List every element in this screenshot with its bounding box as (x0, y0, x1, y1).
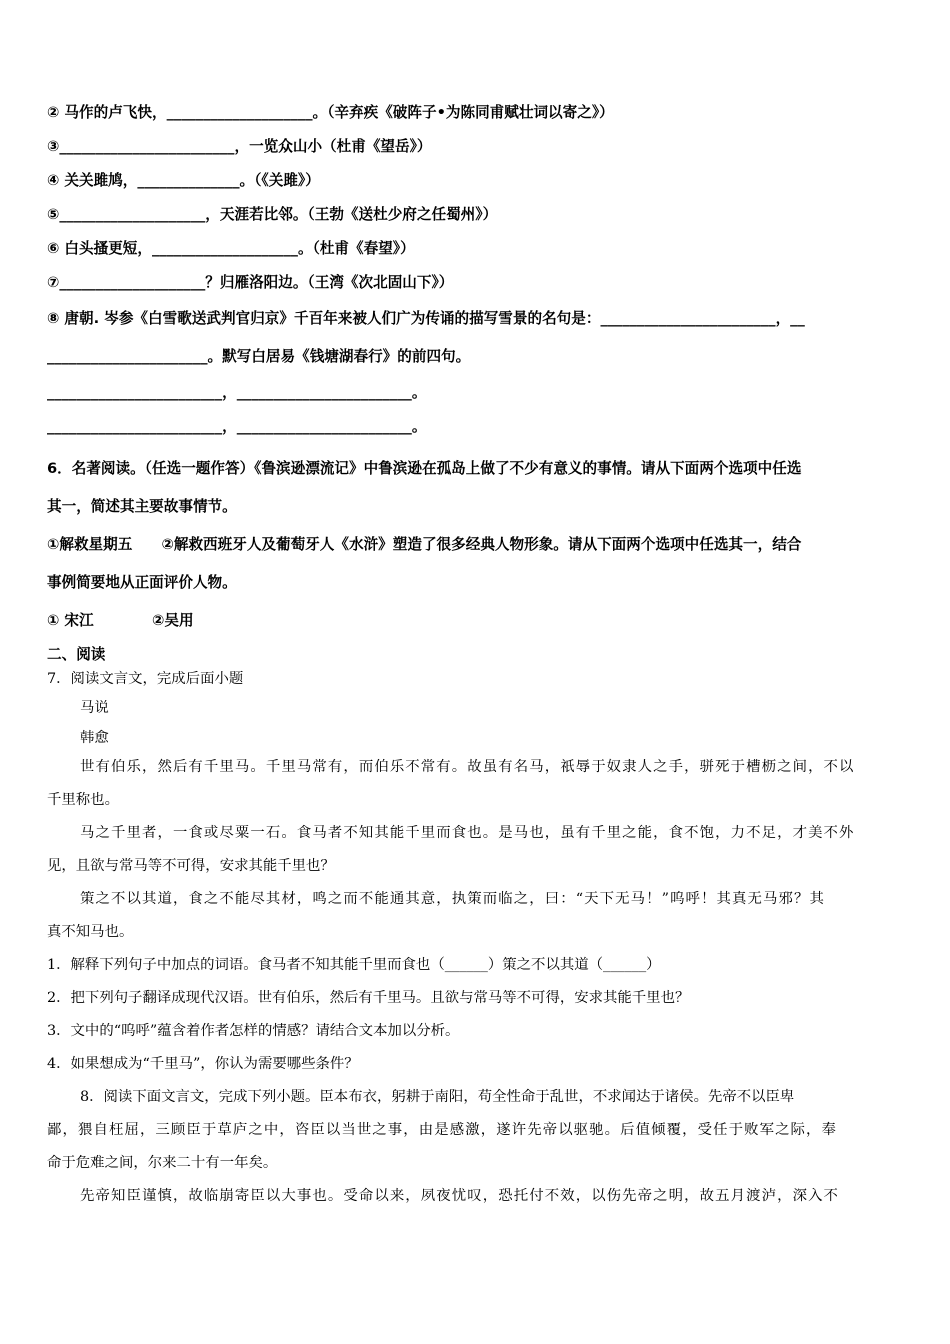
fill-in-line-2: ② 马作的卢飞快，____________________。（辛弃疾《破阵子•为陈同甫赋壮词以寄之》） (47, 104, 614, 121)
q6-line-2: 其一，简述其主要故事情节。 (47, 498, 237, 515)
q6-line-3: ①解救星期五 ②解救西班牙人及葡萄牙人《水浒》塑造了很多经典人物形象。请从下面两个选项中任选其一，结合 (47, 536, 802, 553)
passage-p2-line-2: 见，且欲与常马等不可得，安求其能千里也？ (47, 858, 335, 874)
q6-line-1: 6．名著阅读。（任选一题作答）《鲁滨逊漂流记》中鲁滨逊在孤岛上做了不少有意义的事情。请从下面两个选项中任选 (47, 460, 802, 477)
fill-in-line-6: ⑥ 白头搔更短，____________________。（杜甫《春望》） (47, 240, 415, 257)
fill-in-line-5: ⑤____________________，天涯若比邻。（王勃《送杜少府之任蜀州》） (47, 206, 498, 223)
fill-in-line-4: ④ 关关雎鸠，______________。（《关雎》） (47, 172, 320, 189)
q8-line-2: 鄙，猥自枉屈，三顾臣于草庐之中，咨臣以当世之事，由是感激，遂许先帝以驱驰。后值倾覆，受任于败军之际，奉 (47, 1122, 838, 1138)
q8-line-4: 先帝知臣谨慎，故临崩寄臣以大事也。受命以来，夙夜忧叹，恐托付不效，以伤先帝之明，故五月渡泸，深入不 (80, 1188, 840, 1204)
q8-line-1: 8．阅读下面文言文，完成下列小题。臣本布衣，躬耕于南阳，苟全性命于乱世，不求闻达于诸侯。先帝不以臣卑 (80, 1089, 795, 1105)
document-page (47, 96, 907, 1213)
q7-intro: 7．阅读文言文，完成后面小题 (47, 671, 244, 687)
passage-author: 韩愈 (80, 730, 109, 746)
section-heading-reading: 二、阅读 (47, 646, 106, 663)
passage-title: 马说 (80, 700, 109, 716)
q7-subquestion-3: 3．文中的“呜呼”蕴含着作者怎样的情感？请结合文本加以分析。 (47, 1023, 460, 1039)
q7-subquestion-4: 4．如果想成为“千里马”，你认为需要哪些条件？ (47, 1056, 359, 1072)
passage-p1-line-2: 千里称也。 (47, 792, 119, 808)
fill-in-line-8c: ________________________，________________________。 (47, 384, 427, 401)
fill-in-line-8a: ⑧ 唐朝. 岑参《白雪歌送武判官归京》千百年来被人们广为传诵的描写雪景的名句是：________________________，__ (47, 310, 805, 327)
fill-in-line-8d: ________________________，________________________。 (47, 418, 427, 435)
fill-in-line-7: ⑦____________________？归雁洛阳边。（王湾《次北固山下》） (47, 274, 454, 291)
q7-subquestion-2: 2．把下列句子翻译成现代汉语。世有伯乐，然后有千里马。且欲与常马等不可得，安求其能千里也？ (47, 990, 690, 1006)
passage-p3-line-2: 真不知马也。 (47, 924, 134, 940)
q6-line-4: 事例简要地从正面评价人物。 (47, 574, 237, 591)
passage-p2-line-1: 马之千里者，一食或尽粟一石。食马者不知其能千里而食也。是马也，虽有千里之能，食不饱，力不足，才美不外 (80, 825, 855, 841)
fill-in-line-8b: ______________________。默写白居易《钱塘湖春行》的前四句。 (47, 348, 471, 365)
q6-line-5: ① 宋江 ②吴用 (47, 612, 194, 629)
fill-in-line-3: ③________________________，一览众山小（杜甫《望岳》） (47, 138, 432, 155)
passage-p1-line-1: 世有伯乐，然后有千里马。千里马常有，而伯乐不常有。故虽有名马，祇辱于奴隶人之手，骈死于槽枥之间，不以 (80, 759, 855, 775)
q8-line-3: 命于危难之间，尔来二十有一年矣。 (47, 1155, 278, 1171)
q7-subquestion-1: 1．解释下列句子中加点的词语。食马者不知其能千里而食也（______）策之不以其道（______） (47, 957, 661, 973)
passage-p3-line-1: 策之不以其道，食之不能尽其材，鸣之而不能通其意，执策而临之，曰：“天下无马！”呜呼！其真无马邪？其 (80, 891, 825, 907)
